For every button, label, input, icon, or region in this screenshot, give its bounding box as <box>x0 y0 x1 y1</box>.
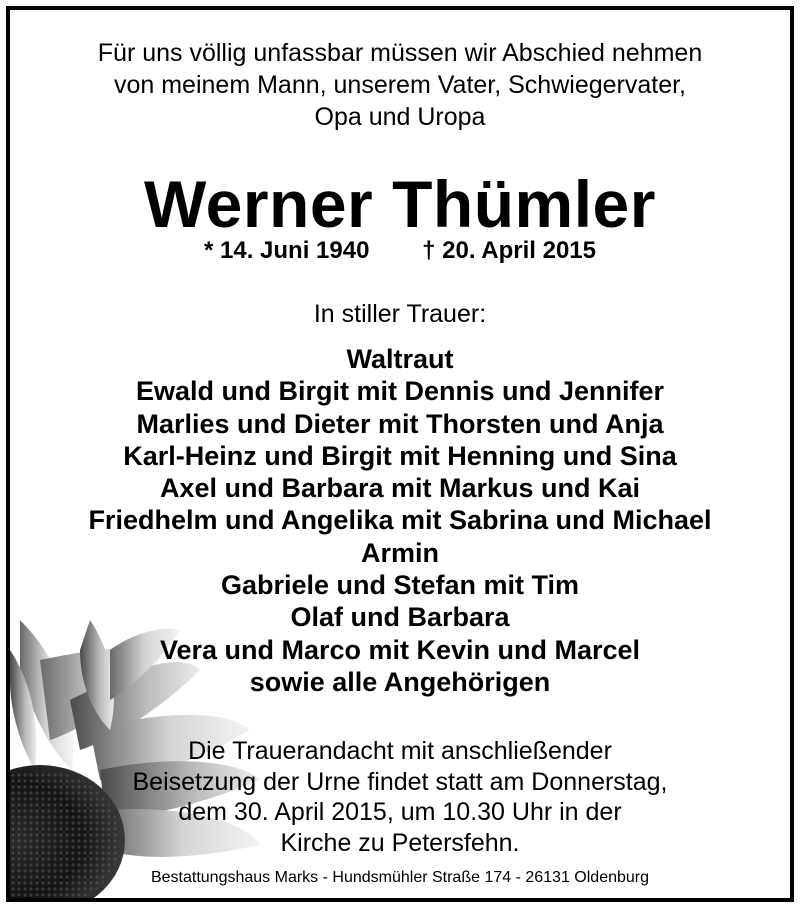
family-member: Waltraut <box>346 344 454 374</box>
service-line: dem 30. April 2015, um 10.30 Uhr in der <box>178 798 622 826</box>
family-member: Marlies und Dieter mit Thorsten und Anja <box>136 408 664 439</box>
mourning-heading: In stiller Trauer: <box>313 300 487 328</box>
life-dates <box>10 236 790 266</box>
family-list <box>10 343 790 698</box>
family-member: Ewald und Birgit mit Dennis und Jennifer <box>135 376 665 407</box>
family-member: Gabriele und Stefan mit Tim <box>220 570 580 601</box>
family-member: sowie alle Angehörigen <box>249 666 551 697</box>
family-member: Axel und Barbara mit Markus und Kai <box>159 473 641 504</box>
intro-line: Für uns völlig unfassbar müssen wir Abschied nehmen <box>97 39 703 67</box>
obituary-notice <box>6 6 794 902</box>
deceased-name: Werner Thümler <box>144 167 656 241</box>
service-line: Beisetzung der Urne findet statt am Donnerstag, <box>132 767 668 796</box>
service-line: Die Trauerandacht mit anschließender <box>188 737 612 765</box>
birth-date: * 14. Juni 1940 <box>204 237 370 264</box>
funeral-home-footer: Bestattungshaus Marks - Hundsmühler Straße 174 - 26131 Oldenburg <box>150 869 650 886</box>
service-info <box>10 736 790 858</box>
intro-line: von meinem Mann, unserem Vater, Schwiegervater, <box>113 71 687 99</box>
family-member: Armin <box>360 537 439 568</box>
intro-line: Opa und Uropa <box>314 103 486 131</box>
death-date: † 20. April 2015 <box>422 237 596 264</box>
family-member: Vera und Marco mit Kevin und Marcel <box>159 634 641 665</box>
intro-text <box>10 37 790 133</box>
service-line: Kirche zu Petersfehn. <box>280 828 520 857</box>
family-member: Friedhelm und Angelika mit Sabrina und Michael <box>88 505 712 536</box>
family-member: Karl-Heinz und Birgit mit Henning und Sina <box>123 440 677 471</box>
family-member: Olaf und Barbara <box>290 602 510 633</box>
